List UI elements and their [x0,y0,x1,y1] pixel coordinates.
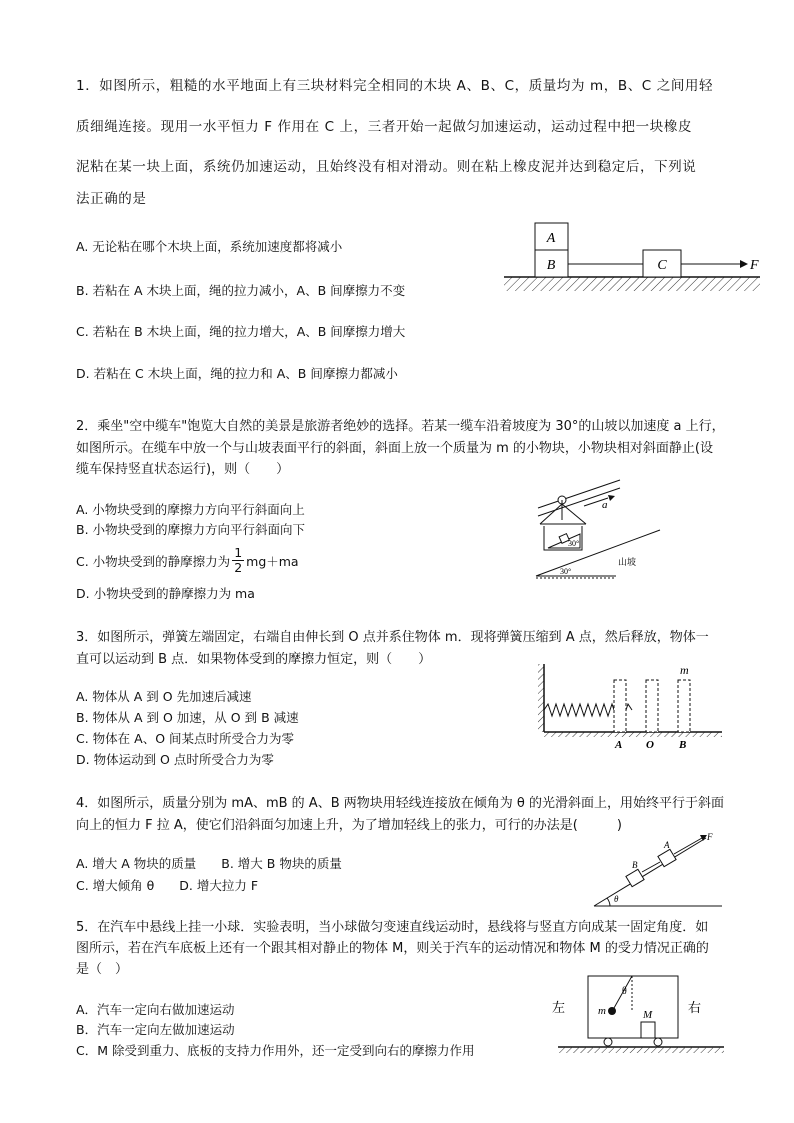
q2-cable-car-figure [520,478,670,582]
force-arrow [674,838,702,854]
q5-option-b: B．汽车一定向左做加速运动 [76,1022,235,1037]
object-m [641,1022,655,1038]
q4-option-row-1: A. 增大 A 物块的质量 B. 增大 B 物块的质量 [76,856,342,871]
q1-option-b: B. 若粘在 A 木块上面，绳的拉力减小，A、B 间摩擦力不变 [76,283,406,298]
label-big-m: M [643,1009,653,1021]
q1-blocks-figure [502,219,764,297]
block-a [658,849,676,866]
q1-stem-line-2: 质细绳连接。现用一水平恒力 F 作用在 C 上，三者开始一起做匀加速运动，运动过程中把一块橡皮 [76,119,693,135]
q2-stem-line-1: 2．乘坐"空中缆车"饱览大自然的美景是旅游者绝妙的选择。若某一缆车沿着坡度为 30°的山坡以加速度 a 上行， [76,419,725,434]
label-f: F [750,258,759,273]
q3-option-b: B. 物体从 A 到 O 加速，从 O 到 B 减速 [76,710,299,725]
label-m: m [680,663,689,677]
q4-option-row-2: C. 增大倾角 θ D. 增大拉力 F [76,878,259,893]
incline-surface [594,838,706,906]
label-left: 左 [552,1000,566,1015]
q3-stem-line-1: 3．如图所示，弹簧左端固定，右端自由伸长到 O 点并系住物体 m．现将弹簧压缩到 A 点，然后释放，物体一 [76,630,709,645]
q5-stem-line-1: 5．在汽车中悬线上挂一小球．实验表明，当小球做匀变速直线运动时，悬线将与竖直方向成某一固定角度．如 [76,920,709,935]
label-b: B [679,739,687,751]
q2-option-c-rest: mg＋ma [246,553,299,569]
q1-stem-line-4: 法正确的是 [76,191,147,207]
label-theta: θ [622,986,627,997]
q3-option-c: C. 物体在 A、O 间某点时所受合力为零 [76,731,295,746]
fraction-denominator: 2 [234,560,243,575]
label-a: A [664,840,670,850]
label-c: C [657,258,667,273]
label-a: a [602,499,608,511]
label-b: B [546,258,556,273]
q1-stem-line-1: 1．如图所示，粗糙的水平地面上有三块材料完全相同的木块 A、B、C，质量均为 m，B、C 之间用轻 [76,78,714,94]
q2-stem-line-3: 缆车保持竖直状态运行)，则（ ） [76,462,290,477]
label-o: O [646,739,654,751]
label-b: B [632,860,638,870]
label-a: A [615,739,623,751]
label-f: F [707,832,713,842]
cable-upper [538,480,620,508]
q2-stem-line-2: 如图所示。在缆车中放一个与山坡表面平行的斜面，斜面上放一个质量为 m 的小物块，小物块相对斜面静止(设 [76,441,714,456]
q5-stem-line-2: 图所示，若在汽车底板上还有一个跟其相对静止的物体 M，则关于汽车的运动情况和物体 M 的受力情况正确的 [76,941,709,956]
wheel-left [604,1038,612,1046]
q1-option-a: A. 无论粘在哪个木块上面，系统加速度都将减小 [76,239,343,254]
q5-option-a: A．汽车一定向右做加速运动 [76,1002,235,1017]
label-theta: θ [614,894,619,904]
slope-angle: 30° [560,567,572,576]
label-m: m [598,1005,606,1017]
q4-incline-figure [590,830,730,910]
q2-option-c-fraction [232,546,244,575]
block-at-o [646,680,658,732]
label-slope: 山坡 [618,557,637,567]
cable-lower [538,488,620,516]
q2-option-d: D. 小物块受到的静摩擦力为 ma [76,586,255,601]
label-a: A [546,231,556,246]
fraction-numerator: 1 [234,545,243,560]
q5-car-figure [548,972,728,1062]
q2-option-a: A. 小物块受到的摩擦力方向平行斜面向上 [76,502,305,517]
q3-stem-line-2: 直可以运动到 B 点．如果物体受到的摩擦力恒定，则（ ） [76,652,432,667]
q1-option-c: C. 若粘在 B 木块上面，绳的拉力增大，A、B 间摩擦力增大 [76,324,406,339]
angle-in-car: 30° [568,539,580,548]
q2-option-c-text: C. 小物块受到的静摩擦力为 [76,553,231,569]
q1-stem-line-3: 泥粘在某一块上面，系统仍加速运动，且始终没有相对滑动。则在粘上橡皮泥并达到稳定后，下列说 [76,159,697,175]
q5-stem-line-3: 是（ ） [76,962,129,977]
block-b [626,869,644,886]
block-at-b [678,680,690,732]
q3-option-d: D. 物体运动到 O 点时所受合力为零 [76,752,274,767]
block-at-a [614,680,626,732]
wall [538,664,544,732]
q1-option-d: D. 若粘在 C 木块上面，绳的拉力和 A、B 间摩擦力都减小 [76,366,398,381]
slope-line [536,530,660,576]
ball [608,1007,616,1015]
q2-option-b: B. 小物块受到的摩擦力方向平行斜面向下 [76,522,306,537]
q3-spring-figure [536,660,724,752]
wheel-right [654,1038,662,1046]
q5-option-c: C．M 除受到重力、底板的支持力作用外，还一定受到向右的摩擦力作用 [76,1043,475,1058]
q4-stem-line-2: 向上的恒力 F 拉 A，使它们沿斜面匀加速上升，为了增加轻线上的张力，可行的办法是( ) [76,818,622,833]
q3-option-a: A. 物体从 A 到 O 先加速后减速 [76,689,252,704]
q2-option-c [76,546,299,575]
label-right: 右 [688,1000,702,1015]
q4-stem-line-1: 4．如图所示，质量分别为 mA、mB 的 A、B 两物块用轻线连接放在倾角为 θ 的光滑斜面上，用始终平行于斜面 [76,796,724,811]
